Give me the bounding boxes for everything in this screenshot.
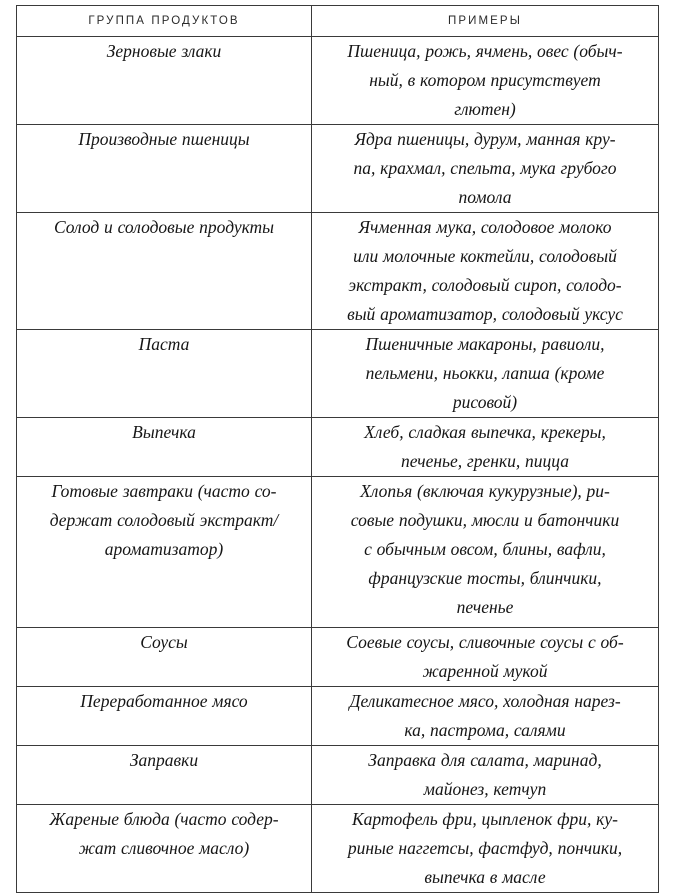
table-body	[17, 37, 659, 893]
cell-examples	[312, 477, 659, 628]
text-line: Заправка для салата, маринад,	[368, 750, 602, 770]
text-line: вый ароматизатор, солодовый уксус	[347, 304, 623, 324]
table-header	[17, 6, 659, 37]
cell-product-group	[17, 477, 312, 628]
text-line: экстракт, солодовый сироп, солодо-	[348, 275, 622, 295]
text-line: Пшеничные макароны, равиоли,	[365, 334, 605, 354]
text-line: жаренной мукой	[422, 661, 548, 681]
cell-product-group	[17, 805, 312, 893]
text-line: ка, пастрома, салями	[404, 720, 566, 740]
text-line: с обычным овсом, блины, вафли,	[364, 539, 606, 559]
text-line: пельмени, ньокки, лапша (кроме	[365, 363, 605, 383]
text-line: Паста	[138, 334, 190, 354]
text-line: па, крахмал, спельта, мука грубого	[353, 158, 617, 178]
gluten-containing-products-table	[16, 5, 659, 893]
cell-product-group	[17, 213, 312, 330]
text-line: ароматизатор)	[104, 539, 224, 559]
table-row	[17, 628, 659, 687]
text-line: Зерновые злаки	[106, 41, 222, 61]
text-line: Хлопья (включая кукурузные), ри-	[360, 481, 610, 501]
cell-examples	[312, 687, 659, 746]
text-line: Выпечка	[132, 422, 196, 442]
text-line: выпечка в масле	[424, 867, 546, 887]
text-line: жат сливочное масло)	[78, 838, 250, 858]
text-line: Пшеница, рожь, ячмень, овес (обыч-	[347, 41, 623, 61]
cell-product-group	[17, 125, 312, 213]
cell-examples	[312, 37, 659, 125]
text-line: Соусы	[140, 632, 188, 652]
text-line: или молочные коктейли, солодовый	[353, 246, 617, 266]
text-line: Переработанное мясо	[80, 691, 248, 711]
table-row	[17, 37, 659, 125]
table-row	[17, 330, 659, 418]
cell-product-group	[17, 37, 312, 125]
text-line: Соевые соусы, сливочные соусы с об-	[346, 632, 624, 652]
table-row	[17, 687, 659, 746]
cell-examples	[312, 213, 659, 330]
cell-examples	[312, 125, 659, 213]
text-line: глютен)	[454, 99, 516, 119]
text-line: помола	[458, 187, 512, 207]
text-line: риные наггетсы, фастфуд, пончики,	[347, 838, 623, 858]
table-row	[17, 418, 659, 477]
text-line: Хлеб, сладкая выпечка, крекеры,	[364, 422, 606, 442]
cell-examples	[312, 418, 659, 477]
table-header-row	[17, 6, 659, 37]
text-line: печенье	[456, 597, 514, 617]
text-line: Ячменная мука, солодовое молоко	[358, 217, 612, 237]
cell-examples	[312, 330, 659, 418]
text-line: совые подушки, мюсли и батончики	[350, 510, 620, 530]
product-table-container	[16, 5, 658, 893]
text-line: печенье, гренки, пицца	[400, 451, 570, 471]
cell-examples	[312, 746, 659, 805]
cell-examples	[312, 805, 659, 893]
text-line: держат солодовый экстракт/	[49, 510, 279, 530]
text-line: Готовые завтраки (часто со-	[51, 481, 277, 501]
text-line: Деликатесное мясо, холодная нарез-	[349, 691, 621, 711]
table-row	[17, 477, 659, 628]
text-line: Производные пшеницы	[78, 129, 250, 149]
column-header-examples: ПРИМЕРЫ	[312, 6, 659, 37]
column-header-group: ГРУППА ПРОДУКТОВ	[17, 6, 312, 37]
cell-examples	[312, 628, 659, 687]
cell-product-group	[17, 746, 312, 805]
text-line: Солод и солодовые продукты	[53, 217, 275, 237]
text-line: рисовой)	[452, 392, 518, 412]
text-line: Жареные блюда (часто содер-	[49, 809, 279, 829]
cell-product-group	[17, 330, 312, 418]
cell-product-group	[17, 418, 312, 477]
table-row	[17, 805, 659, 893]
table-row	[17, 213, 659, 330]
text-line: Заправки	[129, 750, 199, 770]
text-line: французские тосты, блинчики,	[368, 568, 602, 588]
text-line: майонез, кетчуп	[423, 779, 547, 799]
text-line: Ядра пшеницы, дурум, манная кру-	[354, 129, 616, 149]
cell-product-group	[17, 687, 312, 746]
cell-product-group	[17, 628, 312, 687]
table-row	[17, 125, 659, 213]
text-line: ный, в котором присутствует	[369, 70, 601, 90]
text-line: Картофель фри, цыпленок фри, ку-	[352, 809, 618, 829]
table-row	[17, 746, 659, 805]
